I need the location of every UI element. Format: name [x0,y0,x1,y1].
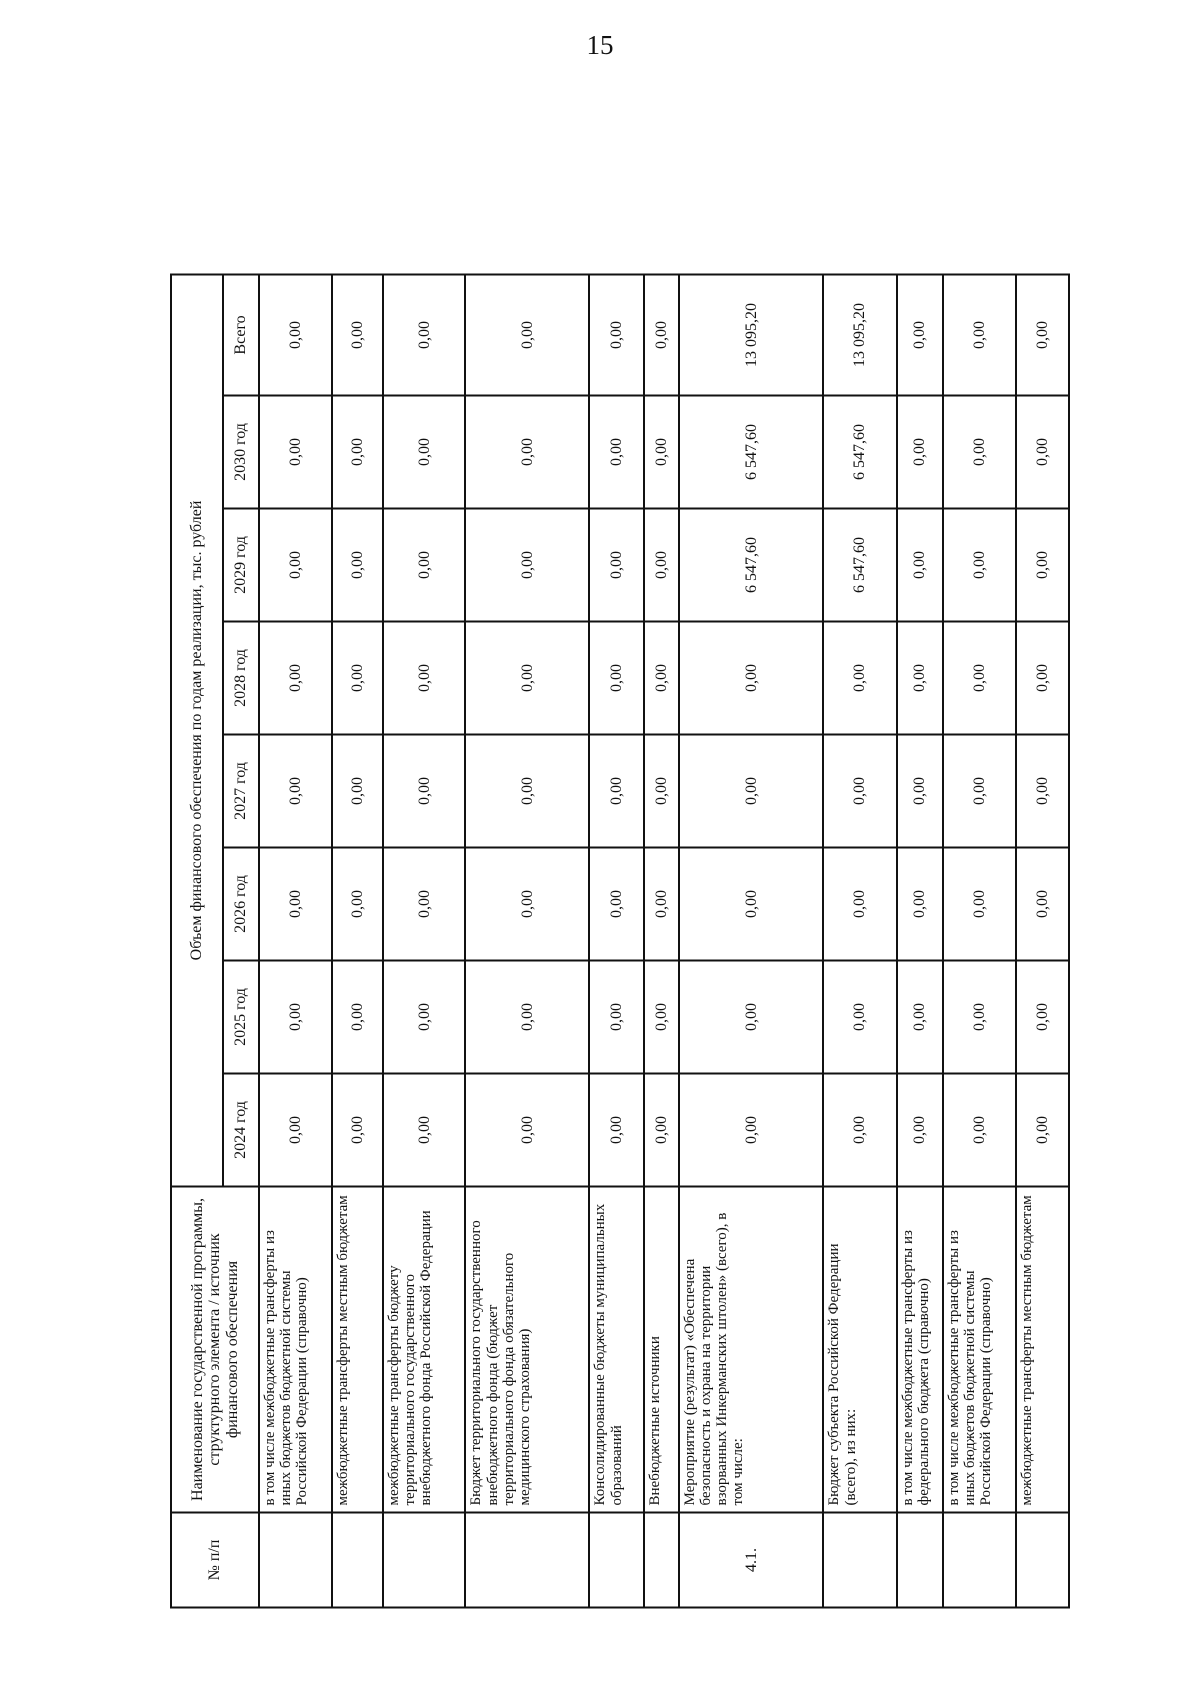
row-year-value: 0,00 [943,961,1016,1074]
row-source-name: Консолидированные бюджеты муниципальных образований [589,1187,644,1513]
row-total-value: 0,00 [259,274,332,395]
row-year-value: 0,00 [1016,396,1069,509]
row-year-value: 0,00 [465,622,589,735]
row-year-value: 0,00 [943,396,1016,509]
row-year-value: 0,00 [644,509,678,622]
row-year-value: 0,00 [679,1074,824,1187]
row-year-value: 0,00 [589,961,644,1074]
table-row [332,274,382,1607]
row-year-value: 0,00 [589,848,644,961]
row-year-value: 0,00 [332,735,382,848]
row-number: 4.1. [679,1513,824,1608]
row-year-value: 0,00 [259,622,332,735]
row-year-value: 0,00 [589,735,644,848]
table-body [259,274,1069,1607]
row-number [383,1513,466,1608]
row-total-value: 0,00 [644,274,678,395]
row-year-value: 0,00 [1016,1074,1069,1187]
row-source-name: Бюджет территориального государственного внебюджетного фонда (бюджет территориального фонда обязательного медицинского страхования) [465,1187,589,1513]
table-row [679,274,824,1607]
row-year-value: 6 547,60 [679,509,824,622]
row-source-name: Мероприятие (результат) «Обеспечена безопасность и охрана на территории взорванных Инкерманских штолен» (всего), в том числе: [679,1187,824,1513]
row-total-value: 13 095,20 [823,274,896,395]
row-year-value: 0,00 [383,961,466,1074]
row-year-value: 0,00 [897,848,943,961]
header-year: 2027 год [223,735,259,848]
row-year-value: 0,00 [465,735,589,848]
row-year-value: 0,00 [897,961,943,1074]
row-source-name: межбюджетные трансферты местным бюджетам [332,1187,382,1513]
header-year: 2029 год [223,509,259,622]
row-year-value: 0,00 [1016,848,1069,961]
row-year-value: 0,00 [644,396,678,509]
row-year-value: 0,00 [943,848,1016,961]
row-year-value: 0,00 [383,509,466,622]
row-year-value: 0,00 [383,1074,466,1187]
row-year-value: 0,00 [465,509,589,622]
table-row [644,274,678,1607]
row-year-value: 0,00 [383,735,466,848]
row-year-value: 0,00 [897,509,943,622]
row-total-value: 0,00 [332,274,382,395]
row-year-value: 0,00 [465,848,589,961]
row-year-value: 0,00 [332,509,382,622]
table-row [943,274,1016,1607]
row-year-value: 0,00 [332,848,382,961]
row-year-value: 0,00 [589,396,644,509]
header-year: 2024 год [223,1074,259,1187]
row-year-value: 0,00 [259,735,332,848]
header-num: № п/п [171,1513,259,1608]
row-year-value: 0,00 [332,1074,382,1187]
row-year-value: 0,00 [1016,735,1069,848]
row-year-value: 0,00 [589,1074,644,1187]
row-total-value: 0,00 [383,274,466,395]
row-year-value: 0,00 [259,848,332,961]
row-number [465,1513,589,1608]
row-year-value: 0,00 [943,735,1016,848]
row-year-value: 0,00 [943,1074,1016,1187]
table-row [259,274,332,1607]
row-year-value: 0,00 [259,961,332,1074]
header-row-top [171,274,223,1607]
row-year-value: 0,00 [679,848,824,961]
row-year-value: 0,00 [644,961,678,1074]
row-year-value: 0,00 [259,1074,332,1187]
row-year-value: 0,00 [943,509,1016,622]
header-year: 2030 год [223,396,259,509]
table-row [823,274,896,1607]
row-number [943,1513,1016,1608]
row-year-value: 0,00 [332,622,382,735]
table-row [1016,274,1069,1607]
row-year-value: 0,00 [259,509,332,622]
row-number [823,1513,896,1608]
table-row [589,274,644,1607]
row-number [1016,1513,1069,1608]
row-year-value: 0,00 [383,396,466,509]
row-year-value: 0,00 [465,1074,589,1187]
row-year-value: 0,00 [259,396,332,509]
table-row [897,274,943,1607]
row-year-value: 0,00 [897,735,943,848]
row-year-value: 0,00 [332,396,382,509]
header-year: 2025 год [223,961,259,1074]
table-row [465,274,589,1607]
row-year-value: 0,00 [897,396,943,509]
row-number [259,1513,332,1608]
page-number: 15 [586,30,614,60]
row-year-value: 0,00 [383,622,466,735]
row-year-value: 0,00 [383,848,466,961]
row-year-value: 0,00 [823,961,896,1074]
row-total-value: 0,00 [589,274,644,395]
row-year-value: 6 547,60 [823,396,896,509]
row-year-value: 0,00 [943,622,1016,735]
row-year-value: 0,00 [1016,622,1069,735]
row-year-value: 0,00 [679,622,824,735]
row-year-value: 6 547,60 [823,509,896,622]
row-year-value: 0,00 [465,396,589,509]
row-year-value: 0,00 [644,735,678,848]
row-year-value: 0,00 [679,735,824,848]
row-source-name: в том числе межбюджетные трансферты из иных бюджетов бюджетной системы Российской Федерации (справочно) [943,1187,1016,1513]
row-year-value: 0,00 [897,622,943,735]
row-year-value: 0,00 [823,622,896,735]
row-total-value: 13 095,20 [679,274,824,395]
row-year-value: 0,00 [644,622,678,735]
row-total-value: 0,00 [897,274,943,395]
row-year-value: 6 547,60 [679,396,824,509]
row-total-value: 0,00 [465,274,589,395]
row-year-value: 0,00 [1016,961,1069,1074]
header-year: 2026 год [223,848,259,961]
header-year: 2028 год [223,622,259,735]
row-year-value: 0,00 [332,961,382,1074]
row-total-value: 0,00 [1016,274,1069,395]
row-year-value: 0,00 [679,961,824,1074]
row-year-value: 0,00 [823,848,896,961]
row-year-value: 0,00 [823,735,896,848]
row-source-name: межбюджетные трансферты местным бюджетам [1016,1187,1069,1513]
row-year-value: 0,00 [589,509,644,622]
row-year-value: 0,00 [644,1074,678,1187]
row-source-name: межбюджетные трансферты бюджету территориального государственного внебюджетного фонда Российской Федерации [383,1187,466,1513]
row-number [332,1513,382,1608]
header-name: Наименование государственной программы, структурного элемента / источник финансового обеспечения [171,1187,259,1513]
financing-table [170,273,1070,1608]
row-year-value: 0,00 [823,1074,896,1187]
row-year-value: 0,00 [644,848,678,961]
row-number [897,1513,943,1608]
row-year-value: 0,00 [465,961,589,1074]
table-row [383,274,466,1607]
rotated-table-container [170,276,1070,1609]
row-source-name: в том числе межбюджетные трансферты из иных бюджетов бюджетной системы Российской Федерации (справочно) [259,1187,332,1513]
header-volume: Объем финансового обеспечения по годам реализации, тыс. рублей [171,274,223,1186]
row-number [644,1513,678,1608]
row-source-name: в том числе межбюджетные трансферты из федерального бюджета (справочно) [897,1187,943,1513]
row-year-value: 0,00 [897,1074,943,1187]
row-source-name: Внебюджетные источники [644,1187,678,1513]
row-year-value: 0,00 [1016,509,1069,622]
row-number [589,1513,644,1608]
header-total: Всего [223,274,259,395]
row-total-value: 0,00 [943,274,1016,395]
row-year-value: 0,00 [589,622,644,735]
row-source-name: Бюджет субъекта Российской Федерации (всего), из них: [823,1187,896,1513]
